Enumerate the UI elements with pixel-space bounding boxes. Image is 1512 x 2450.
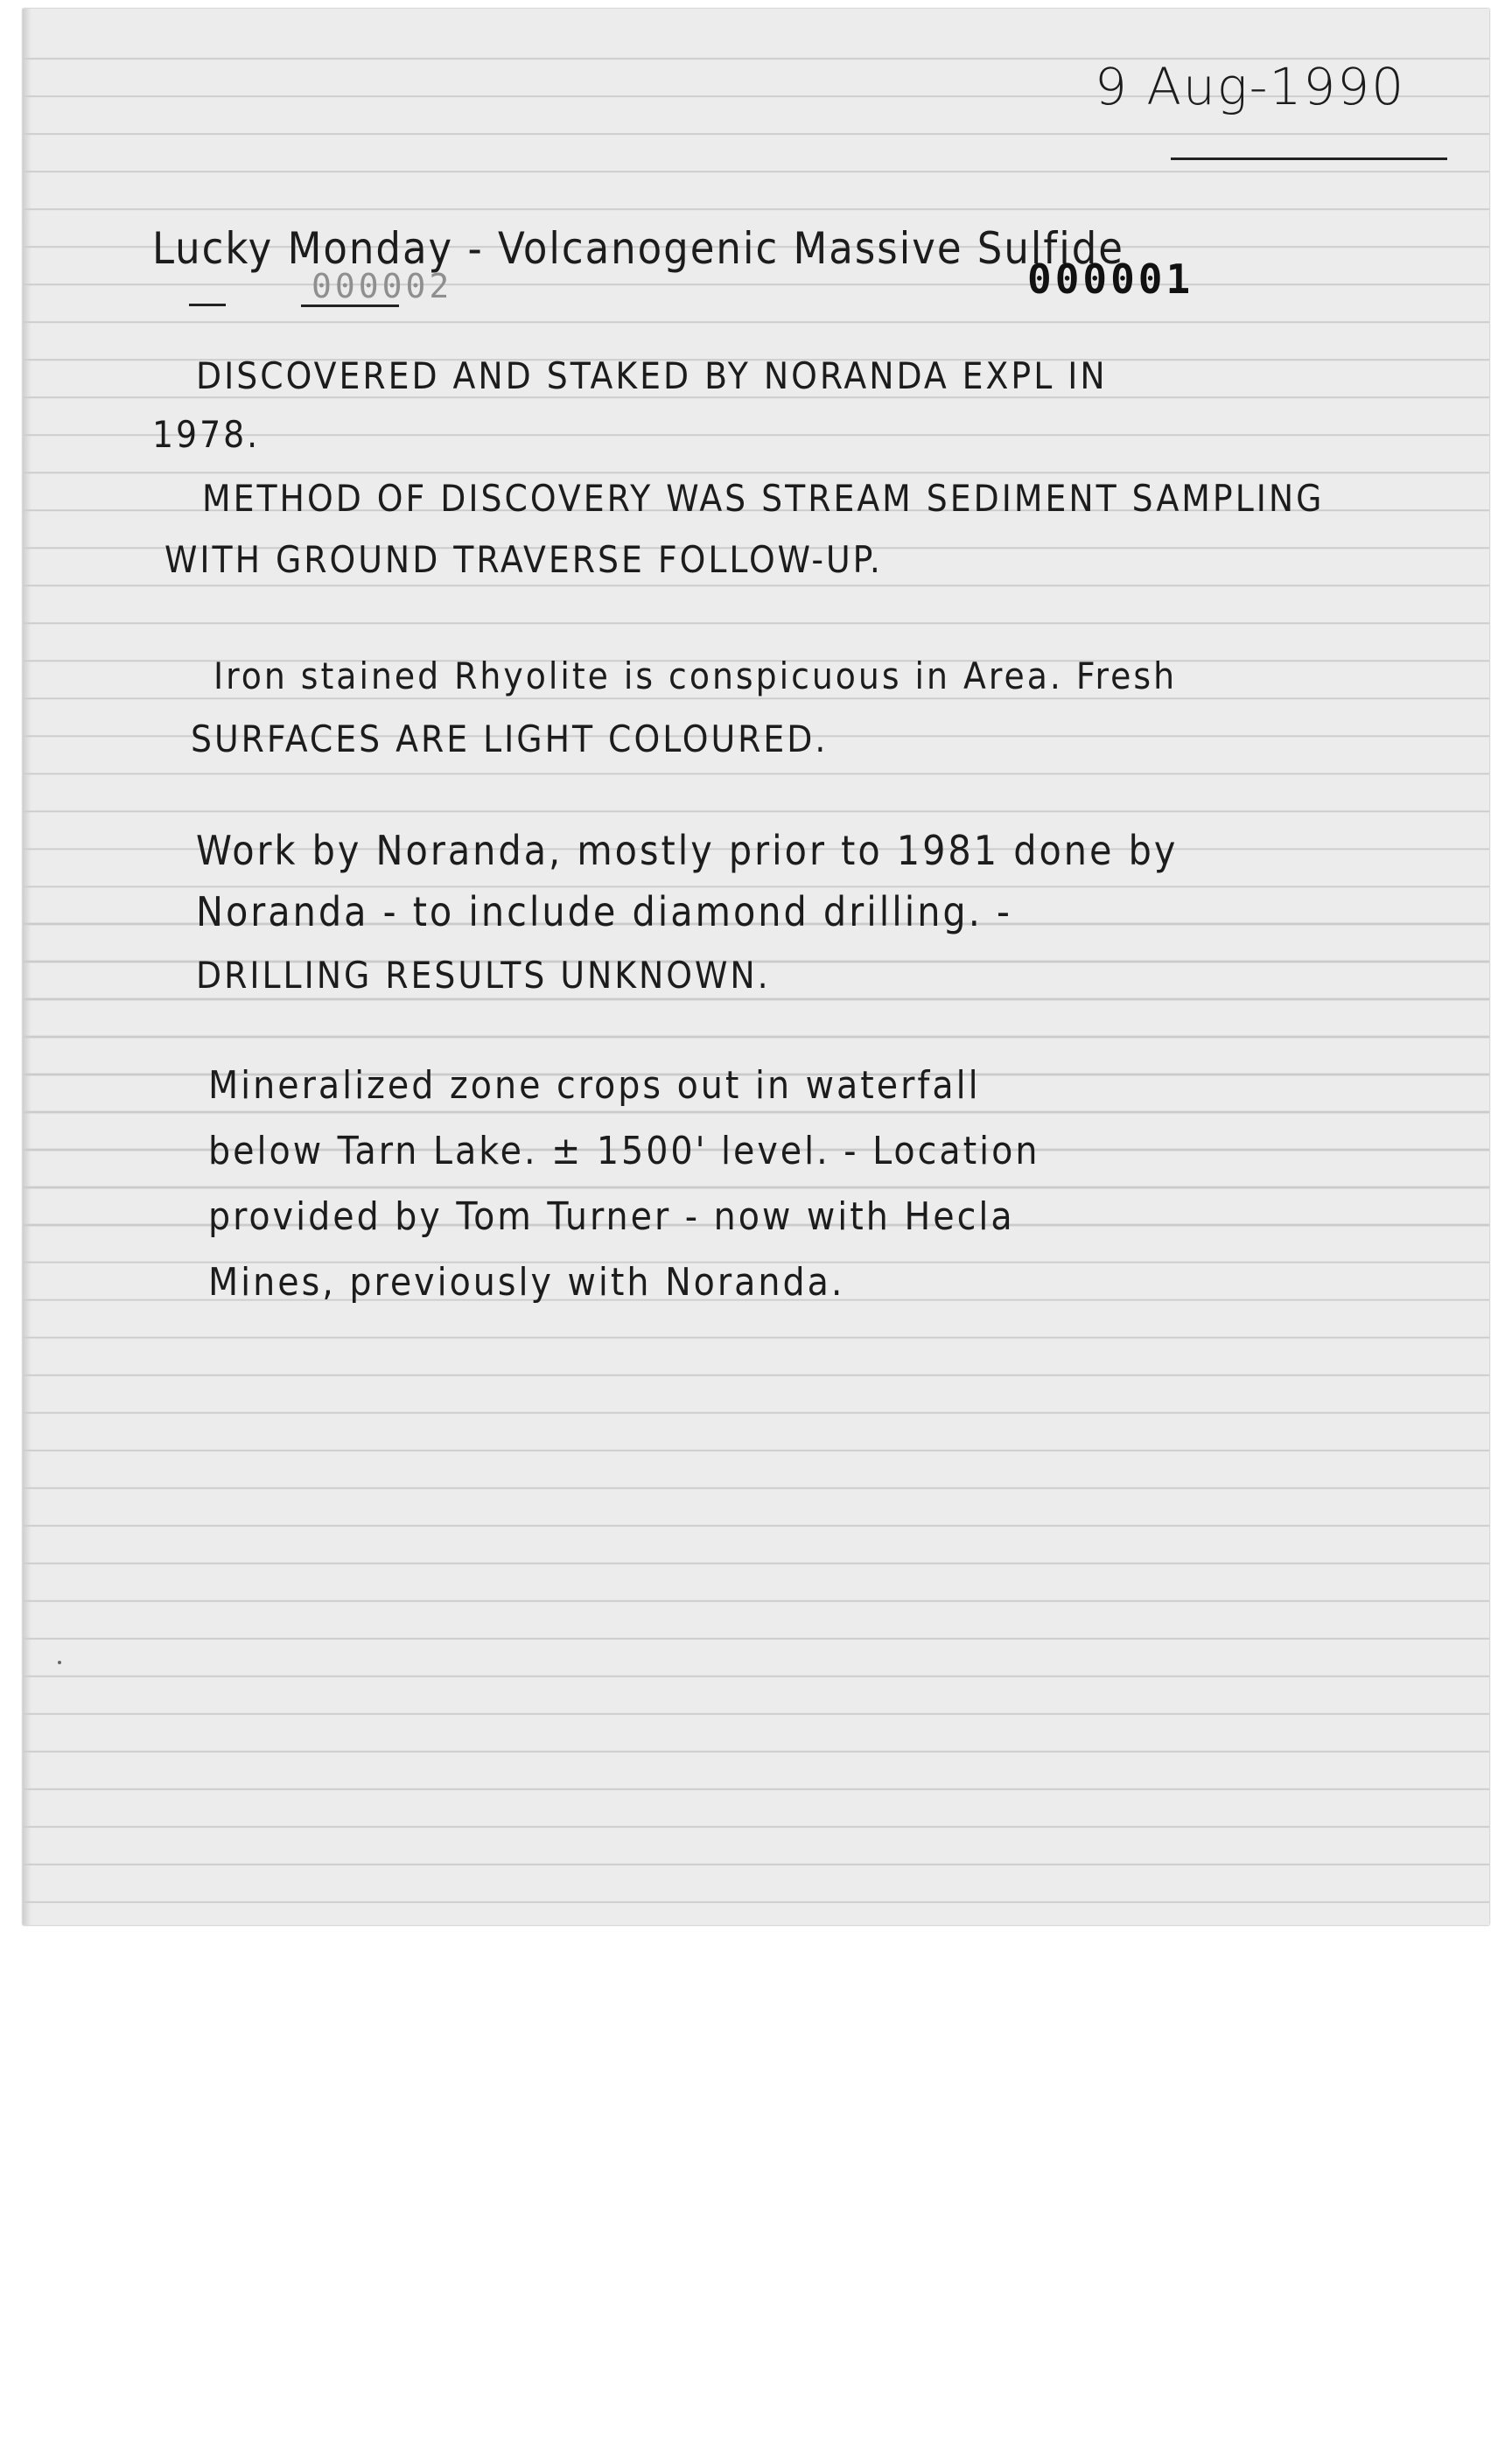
page-edge-shadow: [23, 9, 32, 1925]
note-date: 9 Aug-1990: [1095, 57, 1406, 116]
title-underline-lucky: [189, 304, 226, 306]
paragraph-3-line-1: Work by Noranda, mostly prior to 1981 done by: [196, 827, 1179, 874]
paragraph-1-line-1: DISCOVERED AND STAKED BY NORANDA EXPL IN: [196, 354, 1108, 397]
paragraph-3-line-2: Noranda - to include diamond drilling. -: [196, 888, 1012, 935]
page-number-stamp: 000001: [1027, 256, 1194, 303]
paragraph-1-line-3: METHOD OF DISCOVERY WAS STREAM SEDIMENT SAMPLING: [202, 477, 1325, 520]
note-title: Lucky Monday - Volcanogenic Massive Sulfide: [152, 223, 1124, 274]
paragraph-2-line-2: SURFACES ARE LIGHT COLOURED.: [191, 718, 829, 760]
paragraph-4-line-3: provided by Tom Turner - now with Hecla: [208, 1194, 1015, 1239]
faint-page-stamp: 000002: [312, 267, 453, 305]
paragraph-4-line-4: Mines, previously with Noranda.: [208, 1260, 845, 1305]
paragraph-4-line-1: Mineralized zone crops out in waterfall: [208, 1063, 981, 1108]
date-underline: [1171, 158, 1447, 160]
paragraph-3-line-3: DRILLING RESULTS UNKNOWN.: [196, 954, 771, 997]
paragraph-1-line-2: 1978.: [152, 413, 261, 456]
notebook-page: [23, 9, 1489, 1925]
paper-speck: [58, 1661, 61, 1664]
paragraph-1-line-4: WITH GROUND TRAVERSE FOLLOW-UP.: [164, 538, 883, 581]
paragraph-2-line-1: Iron stained Rhyolite is conspicuous in Area. Fresh: [214, 654, 1178, 697]
paragraph-4-line-2: below Tarn Lake. ± 1500' level. - Location: [208, 1129, 1040, 1173]
